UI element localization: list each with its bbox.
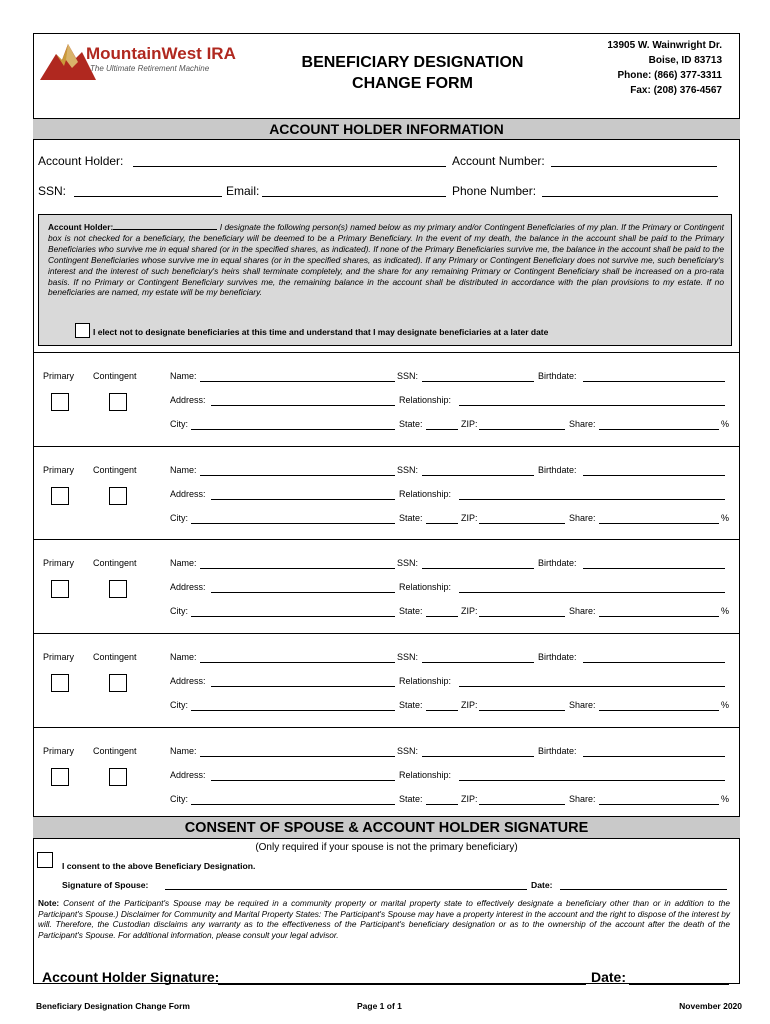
- account-number-label: Account Number:: [452, 154, 545, 168]
- consent-note-label: Note:: [38, 898, 60, 908]
- footer-page-number: Page 1 of 1: [357, 1001, 402, 1011]
- beneficiary-name-label: Name:: [170, 652, 197, 662]
- primary-checkbox[interactable]: [51, 487, 69, 505]
- beneficiary-zip-input[interactable]: [479, 710, 565, 711]
- beneficiary-share-label: Share:: [569, 794, 596, 804]
- primary-checkbox[interactable]: [51, 674, 69, 692]
- beneficiary-zip-input[interactable]: [479, 804, 565, 805]
- company-logo: [38, 36, 238, 86]
- beneficiary-address-input[interactable]: [211, 405, 395, 406]
- beneficiary-state-input[interactable]: [426, 429, 458, 430]
- beneficiary-percent-sign: %: [721, 794, 730, 804]
- beneficiary-state-input[interactable]: [426, 804, 458, 805]
- beneficiary-block: [33, 352, 740, 445]
- account-holder-date-input[interactable]: [629, 984, 729, 985]
- account-number-input[interactable]: [551, 166, 717, 167]
- beneficiary-share-input[interactable]: [599, 429, 719, 430]
- beneficiary-city-label: City:: [170, 700, 188, 710]
- beneficiary-relationship-input[interactable]: [459, 499, 725, 500]
- beneficiary-address-label: Address:: [170, 582, 206, 592]
- beneficiary-ssn-input[interactable]: [422, 475, 534, 476]
- beneficiary-name-label: Name:: [170, 465, 197, 475]
- beneficiary-city-label: City:: [170, 794, 188, 804]
- contingent-label: Contingent: [93, 652, 137, 662]
- beneficiary-zip-label: ZIP:: [461, 606, 478, 616]
- consent-note-text: Consent of the Participant's Spouse may be required in a community property or marital property state to effectively designate a beneficiary other than or in addition to the Participant's Spouse.) Disclaimer for Community and Marital Property States: The Participant's Spouse may have a property interest in the account and the right to dispose of the interest by will. Therefore, the Custodian disclaims any warranty as to the effectiveness of the Participant's beneficiary designation or as to the ownership of the account after the death of the Participant's Spouse. For additional information, please consult your legal advisor.: [38, 898, 730, 941]
- beneficiary-ssn-label: SSN:: [397, 558, 419, 568]
- beneficiary-name-input[interactable]: [200, 568, 395, 569]
- designation-name-input[interactable]: [113, 221, 217, 230]
- beneficiary-address-label: Address:: [170, 395, 206, 405]
- primary-label: Primary: [43, 652, 74, 662]
- beneficiary-ssn-label: SSN:: [397, 371, 419, 381]
- beneficiary-state-input[interactable]: [426, 616, 458, 617]
- contingent-label: Contingent: [93, 465, 137, 475]
- beneficiary-share-label: Share:: [569, 606, 596, 616]
- beneficiary-share-input[interactable]: [599, 616, 719, 617]
- beneficiary-city-label: City:: [170, 419, 188, 429]
- ssn-label: SSN:: [38, 184, 67, 198]
- beneficiary-relationship-label: Relationship:: [399, 770, 452, 780]
- beneficiary-share-input[interactable]: [599, 804, 719, 805]
- beneficiary-address-input[interactable]: [211, 499, 395, 500]
- beneficiary-address-label: Address:: [170, 770, 206, 780]
- contingent-label: Contingent: [93, 558, 137, 568]
- phone-number-label: Phone Number:: [452, 184, 537, 198]
- beneficiary-state-label: State:: [399, 419, 423, 429]
- beneficiary-zip-input[interactable]: [479, 616, 565, 617]
- email-label: Email:: [226, 184, 260, 198]
- ssn-input[interactable]: [74, 196, 222, 197]
- designation-body: I designate the following person(s) named below as my primary and/or Contingent Beneficiaries of my plan. If the Primary or Contingent box is not checked for a beneficiary, the beneficiary will be deemed to be a Primary Beneficiary. In the event of my death, the balance in the account shall be paid to the Primary Beneficiaries who survive me in equal shared (or in the specified shares, as indicated). If none of the Primary Beneficiaries survive me, the balance in the account shall be paid to the Contingent Beneficiaries whose survive me in equal shares (or in the specified shares, as indicated). If any Primary or Contingent Beneficiary does not survive me, such beneficiary's interest and the interest of such beneficiary's heirs shall terminate completely, and the share for any remaining Primary or Contingent Beneficiary shall be increased on a pro-rata basis. If no Primary or Contingent Beneficiary survives me, the remaining balance in the account shall be distributed in accordance with the plan provisions to my estate. If no beneficiaries are named, my estate will be my beneficiary.: [48, 222, 724, 298]
- account-holder-date-label: Date:: [591, 969, 627, 985]
- email-input[interactable]: [262, 196, 446, 197]
- beneficiary-zip-input[interactable]: [479, 523, 565, 524]
- account-holder-signature-label: Account Holder Signature:: [42, 969, 220, 985]
- beneficiary-address-label: Address:: [170, 676, 206, 686]
- consent-note: [38, 898, 730, 941]
- beneficiary-relationship-input[interactable]: [459, 686, 725, 687]
- beneficiary-address-input[interactable]: [211, 592, 395, 593]
- beneficiary-birthdate-label: Birthdate:: [538, 652, 577, 662]
- beneficiary-zip-label: ZIP:: [461, 513, 478, 523]
- beneficiary-ssn-input[interactable]: [422, 381, 534, 382]
- beneficiary-ssn-input[interactable]: [422, 568, 534, 569]
- company-address-line2: Boise, ID 83713: [648, 55, 722, 66]
- designation-lead-label: Account Holder:: [48, 222, 114, 232]
- spouse-date-label: Date:: [531, 880, 553, 890]
- beneficiary-address-input[interactable]: [211, 780, 395, 781]
- beneficiary-percent-sign: %: [721, 419, 730, 429]
- account-holder-input[interactable]: [133, 166, 446, 167]
- beneficiary-city-input[interactable]: [191, 429, 395, 430]
- beneficiary-name-label: Name:: [170, 746, 197, 756]
- beneficiary-name-label: Name:: [170, 371, 197, 381]
- beneficiary-state-label: State:: [399, 513, 423, 523]
- beneficiary-city-label: City:: [170, 606, 188, 616]
- spouse-consent-label: I consent to the above Beneficiary Designation.: [62, 861, 256, 871]
- beneficiary-share-input[interactable]: [599, 710, 719, 711]
- beneficiary-name-input[interactable]: [200, 381, 395, 382]
- form-title: [270, 52, 555, 94]
- beneficiary-relationship-input[interactable]: [459, 780, 725, 781]
- beneficiary-address-input[interactable]: [211, 686, 395, 687]
- form-title-line1: BENEFICIARY DESIGNATION: [301, 54, 524, 71]
- beneficiary-city-input[interactable]: [191, 523, 395, 524]
- beneficiary-state-label: State:: [399, 794, 423, 804]
- beneficiary-name-label: Name:: [170, 558, 197, 568]
- beneficiary-share-label: Share:: [569, 700, 596, 710]
- primary-checkbox[interactable]: [51, 580, 69, 598]
- beneficiary-relationship-label: Relationship:: [399, 489, 452, 499]
- beneficiary-birthdate-input[interactable]: [583, 475, 725, 476]
- beneficiary-state-input[interactable]: [426, 523, 458, 524]
- company-phone: Phone: (866) 377-3311: [617, 70, 722, 81]
- beneficiary-birthdate-input[interactable]: [583, 662, 725, 663]
- elect-not-label: I elect not to designate beneficiaries at this time and understand that I may designate beneficiaries at a later date: [93, 327, 549, 337]
- beneficiary-birthdate-input[interactable]: [583, 568, 725, 569]
- beneficiary-state-label: State:: [399, 700, 423, 710]
- beneficiary-name-input[interactable]: [200, 756, 395, 757]
- beneficiary-relationship-label: Relationship:: [399, 676, 452, 686]
- beneficiary-zip-label: ZIP:: [461, 419, 478, 429]
- beneficiary-relationship-input[interactable]: [459, 592, 725, 593]
- beneficiary-birthdate-label: Birthdate:: [538, 746, 577, 756]
- beneficiary-ssn-label: SSN:: [397, 746, 419, 756]
- logo-tagline: The Ultimate Retirement Machine: [90, 64, 210, 73]
- primary-label: Primary: [43, 558, 74, 568]
- beneficiary-birthdate-label: Birthdate:: [538, 558, 577, 568]
- beneficiary-block: [33, 539, 740, 632]
- beneficiary-birthdate-input[interactable]: [583, 381, 725, 382]
- consent-subheading: (Only required if your spouse is not the primary beneficiary): [255, 842, 518, 853]
- beneficiary-block: [33, 727, 740, 820]
- beneficiary-share-label: Share:: [569, 513, 596, 523]
- contingent-checkbox[interactable]: [109, 674, 127, 692]
- beneficiary-relationship-input[interactable]: [459, 405, 725, 406]
- contingent-checkbox[interactable]: [109, 487, 127, 505]
- spouse-consent-checkbox[interactable]: [37, 852, 53, 868]
- beneficiary-state-label: State:: [399, 606, 423, 616]
- spouse-signature-input[interactable]: [165, 889, 527, 890]
- beneficiary-name-input[interactable]: [200, 475, 395, 476]
- beneficiary-relationship-label: Relationship:: [399, 395, 452, 405]
- primary-label: Primary: [43, 371, 74, 381]
- contingent-label: Contingent: [93, 371, 137, 381]
- designation-text: [48, 221, 724, 298]
- beneficiary-ssn-label: SSN:: [397, 465, 419, 475]
- primary-checkbox[interactable]: [51, 393, 69, 411]
- account-holder-signature-input[interactable]: [218, 984, 586, 985]
- beneficiary-zip-input[interactable]: [479, 429, 565, 430]
- contingent-checkbox[interactable]: [109, 393, 127, 411]
- beneficiary-city-input[interactable]: [191, 804, 395, 805]
- logo-text: MountainWest IRA: [86, 44, 236, 63]
- footer-left: Beneficiary Designation Change Form: [36, 1001, 190, 1011]
- beneficiary-state-input[interactable]: [426, 710, 458, 711]
- form-title-line2: CHANGE FORM: [352, 75, 473, 92]
- beneficiary-birthdate-label: Birthdate:: [538, 465, 577, 475]
- beneficiary-relationship-label: Relationship:: [399, 582, 452, 592]
- beneficiary-percent-sign: %: [721, 513, 730, 523]
- beneficiary-percent-sign: %: [721, 606, 730, 616]
- beneficiary-percent-sign: %: [721, 700, 730, 710]
- beneficiary-city-label: City:: [170, 513, 188, 523]
- primary-checkbox[interactable]: [51, 768, 69, 786]
- account-holder-label: Account Holder:: [38, 154, 124, 168]
- phone-number-input[interactable]: [542, 196, 718, 197]
- account-holder-heading: ACCOUNT HOLDER INFORMATION: [33, 118, 740, 140]
- beneficiary-zip-label: ZIP:: [461, 794, 478, 804]
- consent-heading: CONSENT OF SPOUSE & ACCOUNT HOLDER SIGNATURE: [33, 816, 740, 839]
- contingent-checkbox[interactable]: [109, 768, 127, 786]
- company-address-line1: 13905 W. Wainwright Dr.: [607, 40, 722, 51]
- beneficiary-ssn-input[interactable]: [422, 756, 534, 757]
- beneficiary-share-input[interactable]: [599, 523, 719, 524]
- contingent-label: Contingent: [93, 746, 137, 756]
- beneficiary-city-input[interactable]: [191, 710, 395, 711]
- beneficiary-address-label: Address:: [170, 489, 206, 499]
- contingent-checkbox[interactable]: [109, 580, 127, 598]
- beneficiary-name-input[interactable]: [200, 662, 395, 663]
- spouse-date-input[interactable]: [560, 889, 727, 890]
- beneficiary-ssn-input[interactable]: [422, 662, 534, 663]
- primary-label: Primary: [43, 746, 74, 756]
- beneficiary-ssn-label: SSN:: [397, 652, 419, 662]
- beneficiary-block: [33, 633, 740, 726]
- beneficiary-zip-label: ZIP:: [461, 700, 478, 710]
- spouse-signature-label: Signature of Spouse:: [62, 880, 149, 890]
- elect-not-checkbox[interactable]: [75, 323, 90, 338]
- footer-date: November 2020: [679, 1001, 742, 1011]
- beneficiary-share-label: Share:: [569, 419, 596, 429]
- beneficiary-block: [33, 446, 740, 539]
- company-fax: Fax: (208) 376-4567: [630, 85, 722, 96]
- beneficiary-city-input[interactable]: [191, 616, 395, 617]
- company-contact: [607, 38, 722, 98]
- primary-label: Primary: [43, 465, 74, 475]
- beneficiary-birthdate-label: Birthdate:: [538, 371, 577, 381]
- beneficiary-birthdate-input[interactable]: [583, 756, 725, 757]
